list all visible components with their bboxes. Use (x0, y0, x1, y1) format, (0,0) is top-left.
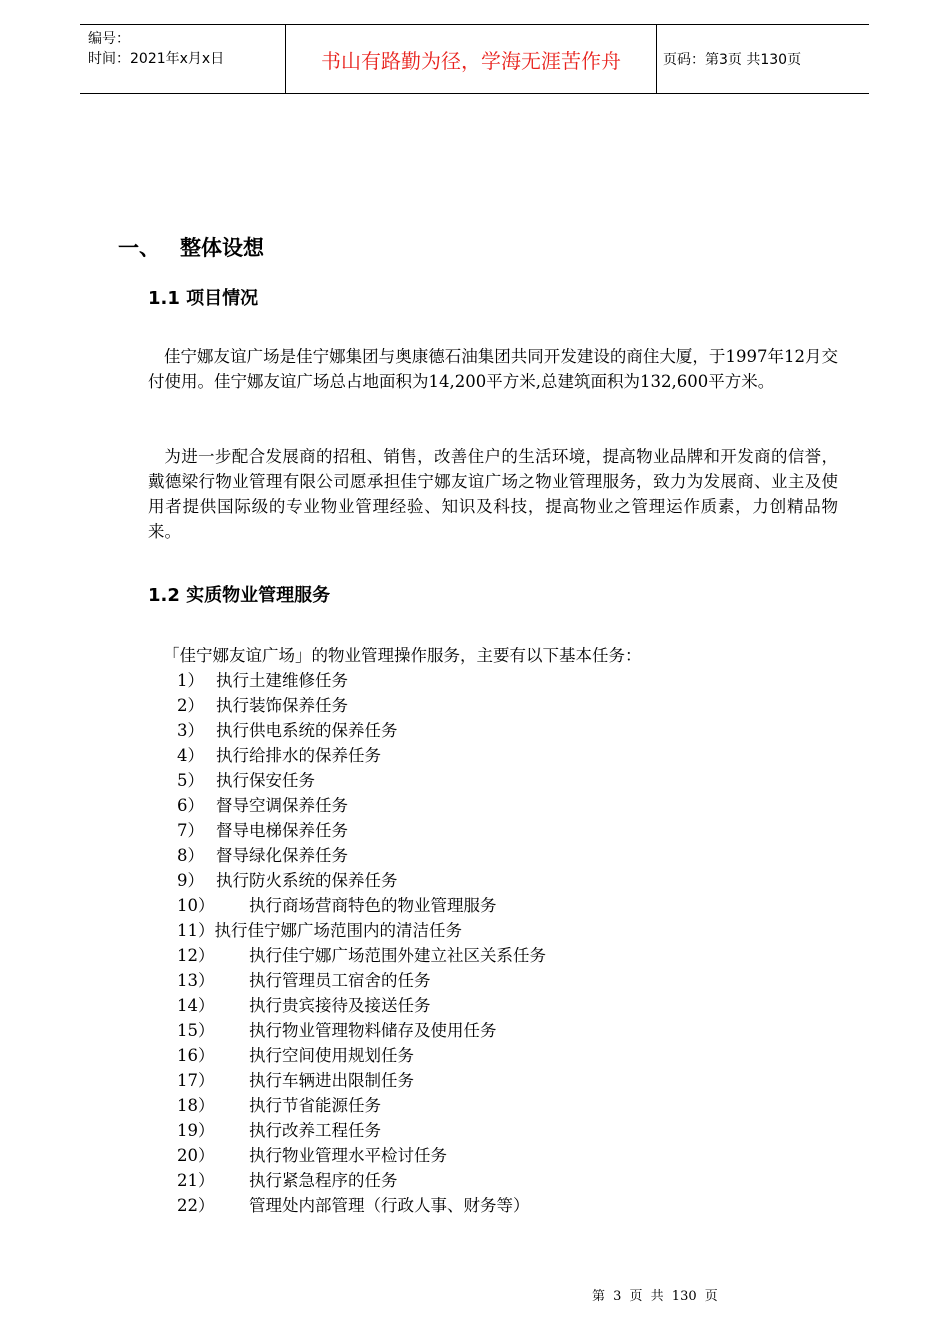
task-text: 管理处内部管理（行政人事、财务等） (249, 1196, 530, 1215)
task-text: 执行佳宁娜广场范围外建立社区关系任务 (249, 946, 546, 965)
section-number: 一、 (118, 236, 160, 260)
task-number: 18） (177, 1096, 215, 1115)
task-item (177, 668, 546, 693)
header-page-info: 页码：第3页 共130页 (663, 52, 802, 68)
subsection-heading-1-2: 1.2 实质物业管理服务 (148, 585, 331, 606)
task-text: 督导空调保养任务 (216, 796, 348, 815)
task-item (177, 1068, 546, 1093)
task-number: 11） (177, 921, 215, 940)
task-item (177, 793, 546, 818)
task-item (177, 868, 546, 893)
task-text: 执行贵宾接待及接送任务 (249, 996, 431, 1015)
task-number: 12） (177, 946, 215, 965)
task-text: 执行土建维修任务 (216, 671, 348, 690)
task-item (177, 818, 546, 843)
task-text: 执行物业管理物料储存及使用任务 (249, 1021, 497, 1040)
task-number: 13） (177, 971, 215, 990)
task-number: 19） (177, 1121, 215, 1140)
task-text: 执行供电系统的保养任务 (216, 721, 398, 740)
date-label: 时间：2021年x月x日 (88, 51, 225, 67)
task-item (177, 1168, 546, 1193)
task-item (177, 943, 546, 968)
task-item (177, 968, 546, 993)
task-number: 8） (177, 846, 204, 865)
task-item (177, 1043, 546, 1068)
task-item (177, 743, 546, 768)
task-text: 执行商场营商特色的物业管理服务 (249, 896, 497, 915)
task-text: 执行车辆进出限制任务 (249, 1071, 414, 1090)
section-title: 整体设想 (180, 236, 264, 260)
header-motto: 书山有路勤为径，学海无涯苦作舟 (285, 25, 657, 93)
task-number: 10） (177, 896, 215, 915)
task-text: 督导绿化保养任务 (216, 846, 348, 865)
task-item (177, 993, 546, 1018)
task-text: 执行空间使用规划任务 (249, 1046, 414, 1065)
task-item (177, 1018, 546, 1043)
task-text: 执行紧急程序的任务 (249, 1171, 398, 1190)
task-item (177, 768, 546, 793)
task-text: 执行装饰保养任务 (216, 696, 348, 715)
task-number: 22） (177, 1196, 215, 1215)
task-intro: 「佳宁娜友谊广场」的物业管理操作服务，主要有以下基本任务： (163, 646, 642, 665)
task-number: 17） (177, 1071, 215, 1090)
subsection-heading-1-1: 1.1 项目情况 (148, 288, 259, 309)
header-left (88, 29, 224, 69)
task-text: 督导电梯保养任务 (216, 821, 348, 840)
task-item (177, 718, 546, 743)
task-item (177, 693, 546, 718)
task-list (177, 668, 546, 1218)
task-item (177, 893, 546, 918)
task-text: 执行保安任务 (216, 771, 315, 790)
task-item (177, 1118, 546, 1143)
task-item (177, 1093, 546, 1118)
task-item (177, 1143, 546, 1168)
page-footer: 第 3 页 共 130 页 (592, 1289, 718, 1304)
task-text: 执行防火系统的保养任务 (216, 871, 398, 890)
paragraph-text: 佳宁娜友谊广场是佳宁娜集团与奥康德石油集团共同开发建设的商住大厦，于1997年12月交付使用。佳宁娜友谊广场总占地面积为14,200平方米,总建筑面积为132,600平方米。 (148, 347, 838, 391)
task-text: 执行改养工程任务 (249, 1121, 381, 1140)
paragraph-text: 为进一步配合发展商的招租、销售，改善住户的生活环境，提高物业品牌和开发商的信誉，戴德梁行物业管理有限公司愿承担佳宁娜友谊广场之物业管理服务，致力为发展商、业主及使用者提供国际级的专业物业管理经验、知识及科技，提高物业之管理运作质素，力创精品物来。 (148, 447, 838, 541)
task-number: 7） (177, 821, 204, 840)
task-number: 5） (177, 771, 204, 790)
task-number: 2） (177, 696, 204, 715)
task-number: 1） (177, 671, 204, 690)
task-number: 14） (177, 996, 215, 1015)
task-number: 21） (177, 1171, 215, 1190)
task-text: 执行物业管理水平检讨任务 (249, 1146, 447, 1165)
paragraph-project-overview (148, 344, 838, 394)
task-text: 执行节省能源任务 (249, 1096, 381, 1115)
task-number: 15） (177, 1021, 215, 1040)
task-number: 20） (177, 1146, 215, 1165)
page-header (80, 24, 869, 94)
task-number: 9） (177, 871, 204, 890)
section-heading (118, 232, 264, 262)
task-text: 执行管理员工宿舍的任务 (249, 971, 431, 990)
task-number: 6） (177, 796, 204, 815)
paragraph-service-commitment (148, 444, 838, 544)
task-number: 4） (177, 746, 204, 765)
serial-label: 编号： (88, 31, 130, 47)
task-number: 3） (177, 721, 204, 740)
task-text: 执行给排水的保养任务 (216, 746, 381, 765)
task-number: 16） (177, 1046, 215, 1065)
task-item (177, 843, 546, 868)
task-item (177, 918, 546, 943)
task-item (177, 1193, 546, 1218)
task-text: 执行佳宁娜广场范围内的清洁任务 (214, 921, 462, 940)
